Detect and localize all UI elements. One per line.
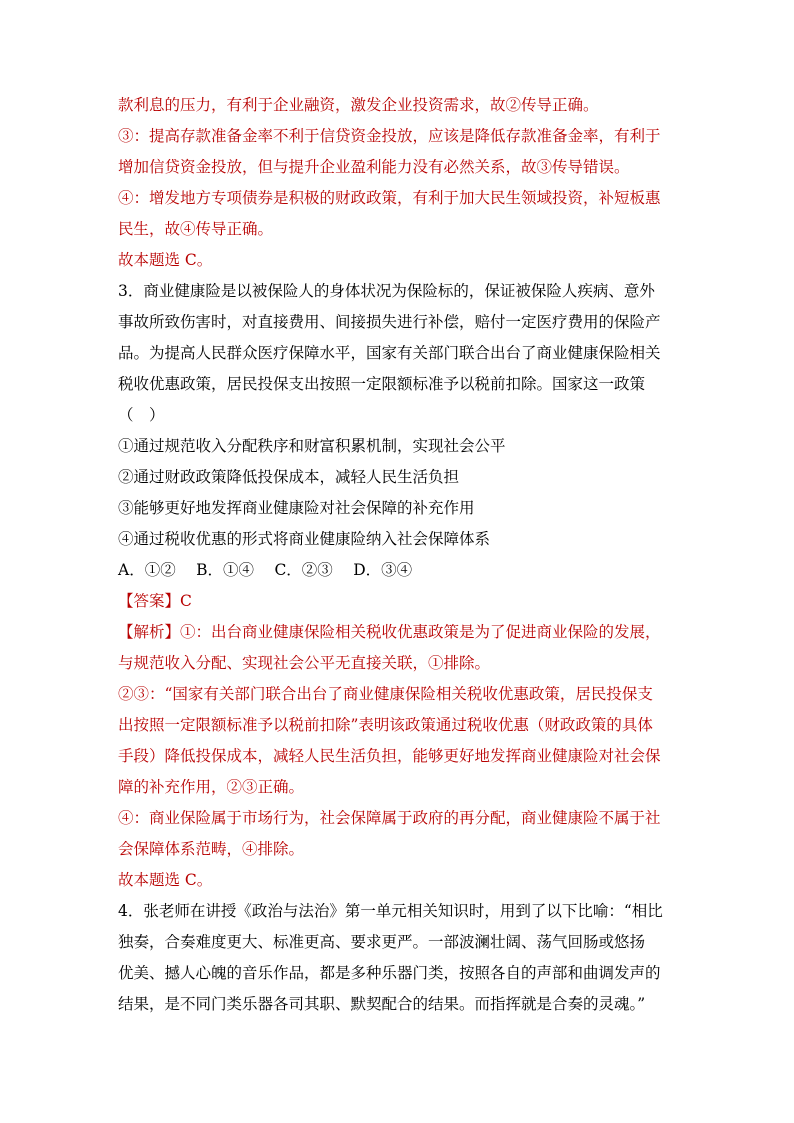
text-line: 增加信贷资金投放，但与提升企业盈利能力没有必然关系，故③传导错误。	[118, 158, 630, 176]
text-line: 民生，故④传导正确。	[118, 220, 274, 238]
text-line: ②通过财政政策降低投保成本，减轻人民生活负担	[118, 468, 460, 486]
text-line: ③：提高存款准备金率不利于信贷资金投放，应该是降低存款准备金率，有利于	[118, 127, 661, 145]
text-line: ①通过规范收入分配秩序和财富积累机制，实现社会公平	[118, 437, 506, 455]
text-line: 结果，是不同门类乐器各司其职、默契配合的结果。而指挥就是合奏的灵魂。”	[118, 995, 646, 1013]
text-line: 【答案】C	[118, 592, 192, 610]
text-line: 税收优惠政策，居民投保支出按照一定限额标准予以税前扣除。国家这一政策	[118, 375, 646, 393]
text-line: 3．商业健康险是以被保险人的身体状况为保险标的，保证被保险人疾病、意外	[118, 282, 655, 300]
document-body	[118, 90, 698, 1020]
text-line: ④通过税收优惠的形式将商业健康险纳入社会保障体系	[118, 530, 491, 548]
text-line: ④：增发地方专项债券是积极的财政政策，有利于加大民生领域投资，补短板惠	[118, 189, 661, 207]
text-line: 【解析】①：出台商业健康保险相关税收优惠政策是为了促进商业保险的发展，	[118, 623, 661, 641]
text-line: 与规范收入分配、实现社会公平无直接关联，①排除。	[118, 654, 491, 672]
text-line: 障的补充作用，②③正确。	[118, 778, 305, 796]
text-line: 会保障体系范畴，④排除。	[118, 840, 305, 858]
text-line: ④：商业保险属于市场行为，社会保障属于政府的再分配，商业健康险不属于社	[118, 809, 661, 827]
text-line: ③能够更好地发挥商业健康险对社会保障的补充作用	[118, 499, 475, 517]
text-line: 4．张老师在讲授《政治与法治》第一单元相关知识时，用到了以下比喻：“相比	[118, 902, 663, 920]
text-line: 款利息的压力，有利于企业融资，激发企业投资需求，故②传导正确。	[118, 96, 599, 114]
text-line: 故本题选 C。	[118, 251, 213, 269]
text-line: 手段）降低投保成本，减轻人民生活负担，能够更好地发挥商业健康险对社会保	[118, 747, 661, 765]
text-line: 独奏，合奏难度更大、标准更高、要求更严。一部波澜壮阔、荡气回肠或悠扬	[118, 933, 646, 951]
text-line: （ ）	[118, 406, 165, 424]
text-line: A．①② B．①④ C．②③ D．③④	[118, 561, 413, 579]
text-line: 品。为提高人民群众医疗保障水平，国家有关部门联合出台了商业健康保险相关	[118, 344, 661, 362]
text-line: 故本题选 C。	[118, 871, 213, 889]
text-line: 优美、撼人心魄的音乐作品，都是多种乐器门类，按照各自的声部和曲调发声的	[118, 964, 661, 982]
text-line: 出按照一定限额标准予以税前扣除”表明该政策通过税收优惠（财政政策的具体	[118, 716, 653, 734]
text-line: ②③：“国家有关部门联合出台了商业健康保险相关税收优惠政策，居民投保支	[118, 685, 653, 703]
text-line: 事故所致伤害时，对直接费用、间接损失进行补偿，赔付一定医疗费用的保险产	[118, 313, 661, 331]
